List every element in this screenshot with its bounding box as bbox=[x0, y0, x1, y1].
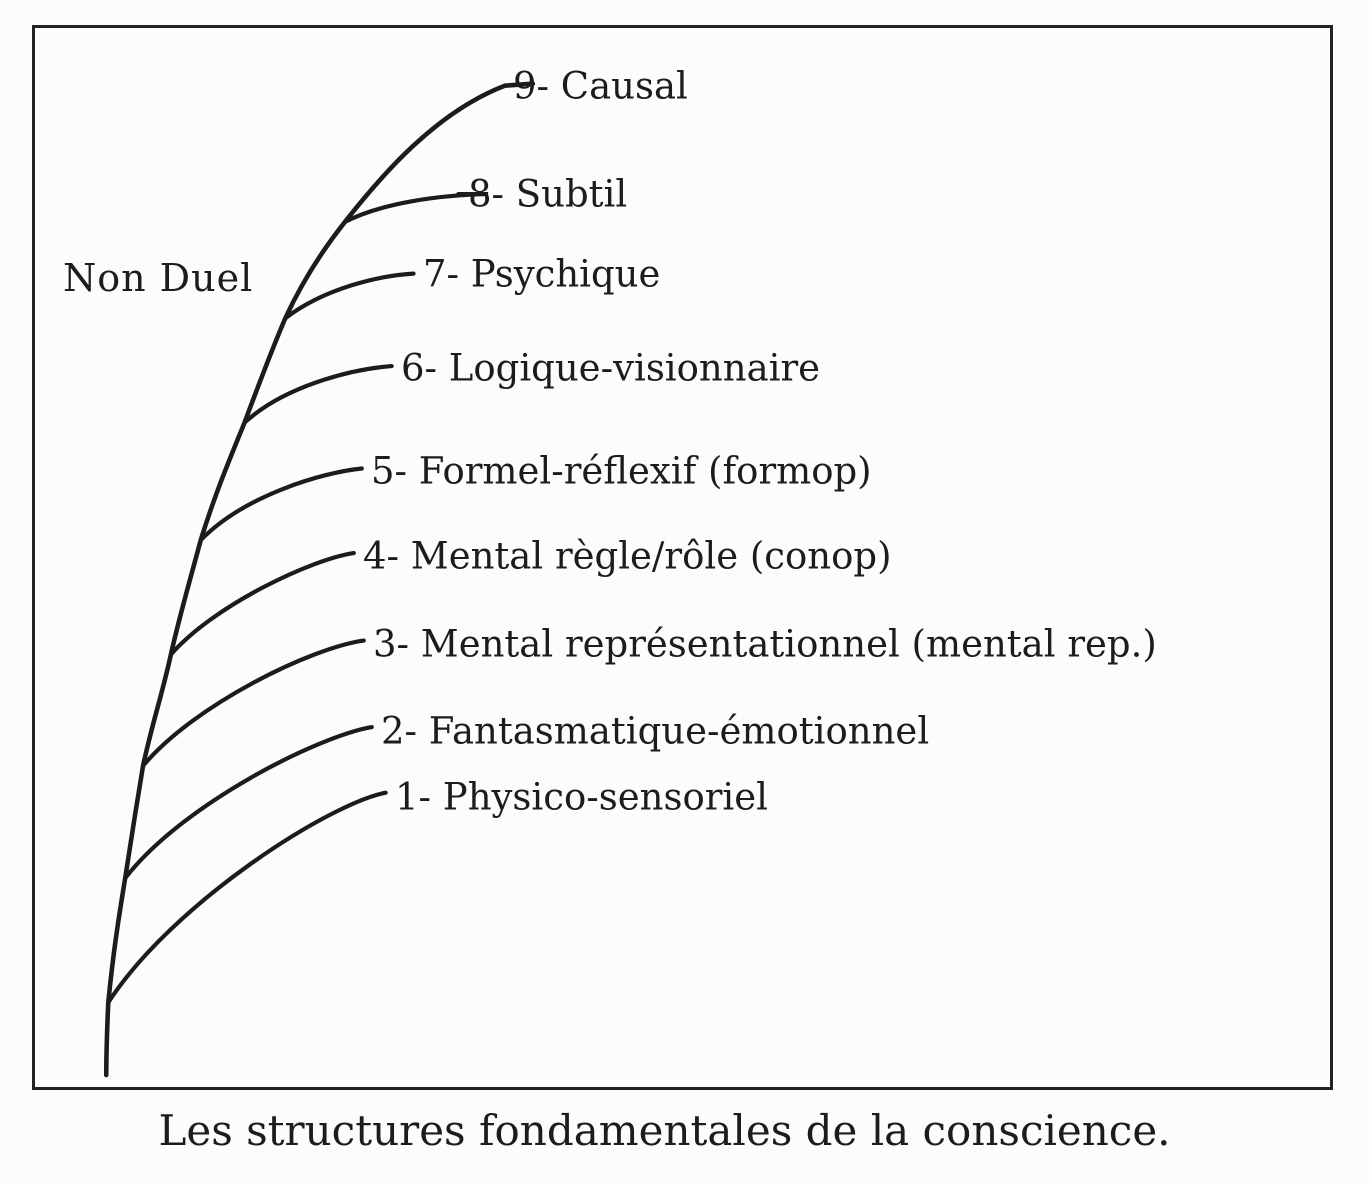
level-label-3: 3- Mental représentationnel (mental rep.) bbox=[373, 622, 1157, 666]
level-label-5: 5- Formel-réflexif (formop) bbox=[371, 449, 872, 493]
level-label-7: 7- Psychique bbox=[423, 252, 661, 296]
branch-curve-4 bbox=[171, 553, 354, 654]
diagram-frame bbox=[32, 25, 1333, 1090]
branch-curve-2 bbox=[125, 727, 372, 878]
branch-curve-3 bbox=[143, 641, 364, 766]
non-duel-label: Non Duel bbox=[63, 256, 254, 300]
level-label-2: 2- Fantasmatique-émotionnel bbox=[381, 709, 930, 753]
level-label-1: 1- Physico-sensoriel bbox=[395, 775, 768, 819]
figure-caption: Les structures fondamentales de la conscience. bbox=[158, 1106, 1171, 1155]
branch-curve-5 bbox=[201, 469, 362, 541]
level-label-4: 4- Mental règle/rôle (conop) bbox=[363, 534, 892, 578]
level-label-8: 8- Subtil bbox=[468, 172, 628, 216]
level-label-6: 6- Logique-visionnaire bbox=[401, 346, 821, 390]
growth-curve-trunk bbox=[106, 84, 533, 1075]
branch-curve-1 bbox=[108, 793, 385, 1003]
branch-curve-6 bbox=[244, 366, 391, 423]
level-label-9: 9- Causal bbox=[513, 64, 688, 108]
